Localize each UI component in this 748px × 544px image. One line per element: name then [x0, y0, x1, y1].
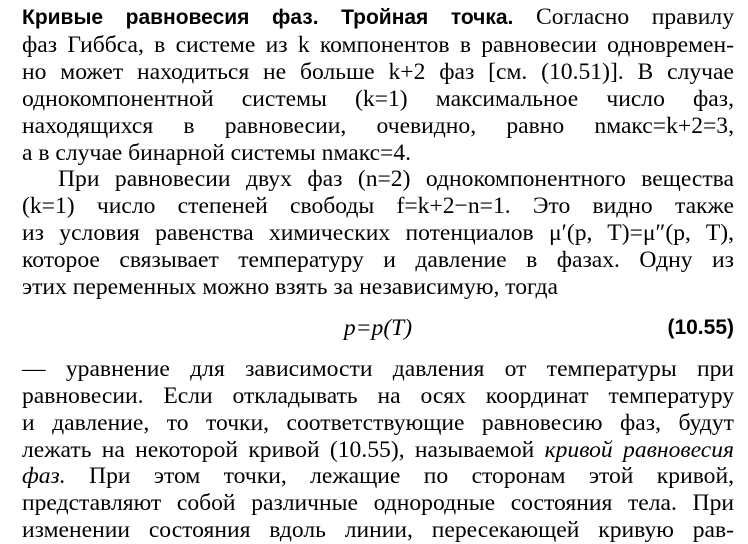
text-line: а в случае бинарной системы nмакс=4. — [22, 139, 412, 166]
text-line: Кривые равновесия фаз. Тройная точка. Согласно правилу — [22, 4, 734, 30]
text-line: фаз Гиббса, в системе из k компонентов в равновесии одновремен- — [22, 31, 734, 58]
equation-number: (10.55) — [667, 315, 734, 339]
paragraph-equilibrium-curve — [22, 356, 734, 544]
text-line: лежать на некоторой кривой (10.55), называемой кривой равновесия — [22, 436, 734, 463]
text-line: представляют собой различные однородные состояния тела. При — [22, 490, 734, 517]
text-line: которое связывает температуру и давление в фазах. Одну из — [22, 247, 734, 274]
paragraph-phase-rule — [22, 4, 734, 166]
text-line: равновесии. Если откладывать на осях координат температуру — [22, 382, 734, 409]
text-line: изменении состояния вдоль линии, пересекающей кривую рав- — [22, 517, 734, 544]
text-line: но может находиться не больше k+2 фаз [см. (10.51)]. В случае — [22, 58, 734, 85]
text-line: При равновесии двух фаз (n=2) однокомпонентного вещества — [58, 166, 734, 193]
text-line: (k=1) число степеней свободы f=k+2−n=1. Это видно также — [22, 193, 734, 220]
text-line: фаз. При этом точки, лежащие по сторонам этой кривой, — [22, 463, 734, 490]
document-page — [22, 4, 734, 544]
equation: p=p(T) — [343, 314, 413, 341]
equation-row — [22, 315, 734, 342]
text-line: и давление, то точки, соответствующие равновесию фаз, будут — [22, 409, 734, 436]
text-line: находящихся в равновесии, очевидно, равно nмакс=k+2=3, — [22, 112, 734, 139]
section-heading: Кривые равновесия фаз. Тройная точка. — [22, 6, 514, 29]
text-line: из условия равенства химических потенциалов μ′(p, T)=μ″(p, T), — [22, 220, 734, 247]
term-italic: фаз. — [22, 463, 66, 490]
paragraph-two-phase-equilibrium — [22, 166, 734, 301]
text-line: этих переменных можно взять за независимую, тогда — [22, 274, 559, 301]
term-italic: кривой равновесия — [544, 436, 734, 463]
text-line: — уравнение для зависимости давления от температуры при — [22, 355, 734, 382]
text-line: однокомпонентной системы (k=1) максимальное число фаз, — [22, 85, 734, 112]
